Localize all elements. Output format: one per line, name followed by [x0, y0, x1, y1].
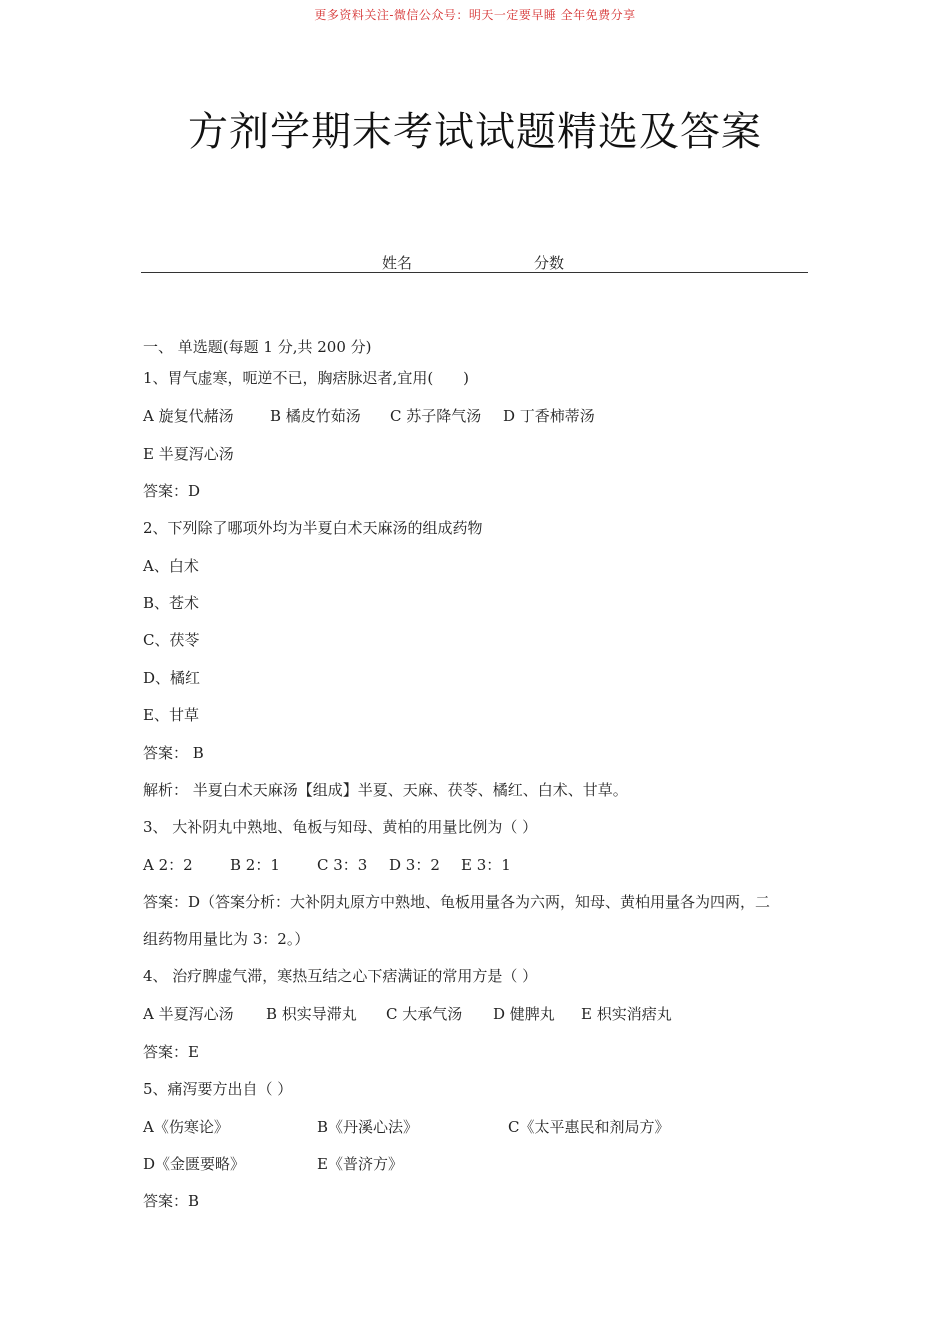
- q3-answer-line-1: 答案：D（答案分析：大补阴丸原方中熟地、龟板用量各为六两，知母、黄柏用量各为四两，二: [143, 893, 771, 911]
- q4-option-b: B 枳实导滞丸: [266, 1005, 357, 1023]
- page-title: 方剂学期末考试试题精选及答案: [188, 109, 762, 155]
- q2-option-a: A、白术: [143, 557, 199, 575]
- q2-stem: 2、下列除了哪项外均为半夏白术天麻汤的组成药物: [143, 519, 483, 537]
- q4-option-e: E 枳实消痞丸: [581, 1005, 672, 1023]
- q5-option-e: E《普济方》: [317, 1155, 403, 1173]
- name-label: 姓名: [382, 254, 413, 272]
- section-heading: 一、 单选题(每题 1 分,共 200 分): [143, 338, 372, 356]
- q5-option-c: C《太平惠民和剂局方》: [508, 1118, 670, 1136]
- q5-option-a: A《伤寒论》: [143, 1118, 229, 1136]
- q1-option-d: D 丁香柿蒂汤: [503, 407, 595, 425]
- q1-option-b: B 橘皮竹茹汤: [270, 407, 361, 425]
- q3-option-a: A 2：2: [143, 856, 193, 874]
- q1-option-c: C 苏子降气汤: [390, 407, 482, 425]
- q1-options: [143, 405, 595, 426]
- q3-options: [143, 854, 511, 875]
- q2-option-c: C、茯苓: [143, 631, 200, 649]
- q4-option-c: C 大承气汤: [386, 1005, 463, 1023]
- q1-option-a: A 旋复代赭汤: [143, 407, 234, 425]
- q2-answer: 答案： B: [143, 744, 204, 762]
- q5-answer: 答案：B: [143, 1192, 200, 1210]
- q3-stem: 3、 大补阴丸中熟地、龟板与知母、黄柏的用量比例为（ ）: [143, 818, 538, 836]
- q3-answer-line-2: 组药物用量比为 3：2。）: [143, 930, 310, 948]
- score-label: 分数: [534, 254, 565, 272]
- q3-option-d: D 3：2: [389, 856, 440, 874]
- q2-analysis: 解析： 半夏白术天麻汤【组成】半夏、天麻、茯苓、橘红、白术、甘草。: [143, 781, 628, 799]
- q5-option-b: B《丹溪心法》: [317, 1118, 419, 1136]
- q3-option-b: B 2：1: [230, 856, 280, 874]
- q4-option-a: A 半夏泻心汤: [143, 1005, 234, 1023]
- q1-stem: 1、胃气虚寒，呃逆不已，胸痞脉迟者,宜用( ): [143, 369, 470, 387]
- q5-option-d: D《金匮要略》: [143, 1155, 246, 1173]
- q2-option-b: B、苍术: [143, 594, 200, 612]
- header-banner: 更多资料关注-微信公众号：明天一定要早睡 全年免费分享: [314, 8, 636, 22]
- q3-option-c: C 3：3: [317, 856, 368, 874]
- q4-stem: 4、 治疗脾虚气滞，寒热互结之心下痞满证的常用方是（ ）: [143, 967, 538, 985]
- q2-option-e: E、甘草: [143, 706, 199, 724]
- q3-option-e: E 3：1: [461, 856, 511, 874]
- q1-option-e: E 半夏泻心汤: [143, 445, 234, 463]
- name-score-row: [141, 252, 808, 273]
- q5-options-row1: [143, 1116, 669, 1137]
- q1-answer: 答案：D: [143, 482, 201, 500]
- q4-option-d: D 健脾丸: [493, 1005, 555, 1023]
- q5-options-row2: [143, 1153, 403, 1174]
- q5-stem: 5、痛泻要方出自（ ）: [143, 1080, 293, 1098]
- q2-option-d: D、橘红: [143, 669, 201, 687]
- q4-answer: 答案：E: [143, 1043, 199, 1061]
- q4-options: [143, 1003, 672, 1024]
